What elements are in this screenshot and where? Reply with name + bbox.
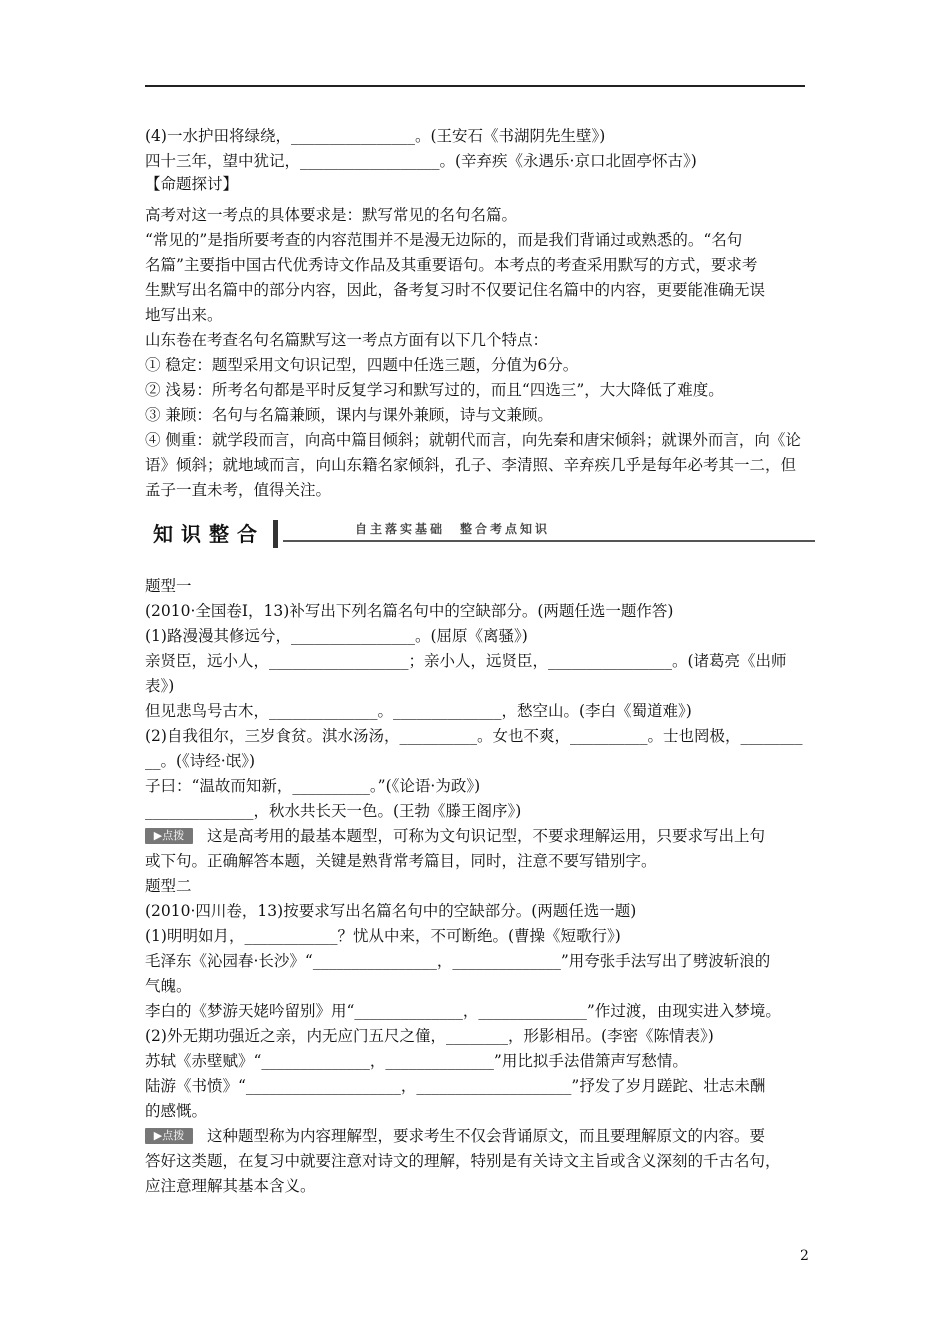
tip-line: 应注意理解其基本含义。 [145, 1177, 316, 1195]
text-line: 名篇”主要指中国古代优秀诗文作品及其重要语句。本考点的考查采用默写的方式，要求考 [145, 256, 758, 274]
text-line: 子曰：“温故而知新，__________。”(《论语·为政》) [145, 777, 481, 795]
text-line: ④ 侧重：就学段而言，向高中篇目倾斜；就朝代而言，向先秦和唐宋倾斜；就课外而言，向《论 [145, 431, 801, 449]
text-line: 气魄。 [145, 977, 192, 995]
text-line: ② 浅易：所考名句都是平时反复学习和默写过的，而且“四选三”，大大降低了难度。 [145, 381, 724, 399]
text-line: (4)一水护田将绿绕，________________。(王安石《书湖阴先生壁》) [145, 127, 606, 145]
text-line: 但见悲鸟号古木，______________。______________，愁空山。(李白《蜀道难》) [145, 702, 692, 720]
text-line: (1)明明如月，____________？忧从中来，不可断绝。(曹操《短歌行》) [145, 927, 621, 945]
section-heading: 【命题探讨】 [145, 175, 239, 193]
text-line: ③ 兼顾：名句与名篇兼顾，课内与课外兼顾，诗与文兼顾。 [145, 406, 553, 424]
text-line: “常见的”是指所要考查的内容范围并不是漫无边际的，而是我们背诵过或熟悉的。“名句 [145, 231, 743, 249]
text-line: __。(《诗经·氓》) [145, 752, 256, 770]
text-line: 亲贤臣，远小人，__________________；亲小人，远贤臣，________________。(诸葛亮《出师 [145, 652, 787, 670]
text-line: ① 稳定：题型采用文句识记型，四题中任选三题，分值为6分。 [145, 356, 579, 374]
question-type-heading: 题型二 [145, 877, 192, 895]
tip-badge: ▶点拨 [145, 828, 193, 844]
banner-rule [283, 540, 815, 542]
text-line: 生默写出名篇中的部分内容，因此，备考复习时不仅要记住名篇中的内容，更要能准确无误 [145, 281, 766, 299]
tip-badge: ▶点拨 [145, 1128, 193, 1144]
text-line: (2)外无期功强近之亲，内无应门五尺之僮，________，形影相吊。(李密《陈情表》) [145, 1027, 714, 1045]
text-line: 语》倾斜；就地域而言，向山东籍名家倾斜，孔子、李清照、辛弃疾几乎是每年必考其一二，但 [145, 456, 797, 474]
text-line: 苏轼《赤壁赋》“______________，______________”用比拟手法借箫声写愁情。 [145, 1052, 688, 1070]
banner-divider [273, 520, 278, 548]
section-banner [145, 516, 815, 552]
text-line: 陆游《书愤》“____________________，____________________”抒发了岁月蹉跎、壮志未酬 [145, 1077, 766, 1095]
text-line: ______________，秋水共长天一色。(王勃《滕王阁序》) [145, 802, 522, 820]
page-number: 2 [800, 1248, 809, 1264]
text-line: 李白的《梦游天姥吟留别》用“______________，______________”作过渡，由现实进入梦境。 [145, 1002, 781, 1020]
tip-line [145, 1126, 765, 1146]
text-line: (1)路漫漫其修远兮，________________。(屈原《离骚》) [145, 627, 528, 645]
tip-line [145, 826, 765, 846]
text-line: 孟子一直未考，值得关注。 [145, 481, 332, 499]
text-line: (2)自我徂尔，三岁食贫。淇水汤汤，__________。女也不爽，__________。士也罔极，________ [145, 727, 803, 745]
text-line: 地写出来。 [145, 306, 223, 324]
tip-line: 或下句。正确解答本题，关键是熟背常考篇目，同时，注意不要写错别字。 [145, 852, 657, 870]
text-line: 高考对这一考点的具体要求是：默写常见的名句名篇。 [145, 206, 518, 224]
text-line: 山东卷在考查名句名篇默写这一考点方面有以下几个特点： [145, 331, 549, 349]
tip-text: 这种题型称为内容理解型，要求考生不仅会背诵原文，而且要理解原文的内容。要 [207, 1127, 766, 1145]
text-line: 四十三年，望中犹记，__________________。(辛弃疾《永遇乐·京口北固亭怀古》) [145, 152, 697, 170]
text-line: 的感慨。 [145, 1102, 208, 1120]
text-line: 表》) [145, 677, 175, 695]
tip-text: 这是高考用的最基本题型，可称为文句识记型，不要求理解运用，只要求写出上句 [207, 827, 766, 845]
tip-line: 答好这类题，在复习中就要注意对诗文的理解，特别是有关诗文主旨或含义深刻的千古名句， [145, 1152, 781, 1170]
header-rule [145, 85, 805, 87]
question-type-heading: 题型一 [145, 577, 192, 595]
banner-subtitle: 自主落实基础 整合考点知识 [355, 522, 551, 536]
banner-title: 知识整合 [153, 522, 265, 546]
text-line: (2010·全国卷Ⅰ，13)补写出下列名篇名句中的空缺部分。(两题任选一题作答) [145, 602, 674, 620]
text-line: 毛泽东《沁园春·长沙》“________________，______________”用夸张手法写出了劈波斩浪的 [145, 952, 771, 970]
text-line: (2010·四川卷，13)按要求写出名篇名句中的空缺部分。(两题任选一题) [145, 902, 637, 920]
